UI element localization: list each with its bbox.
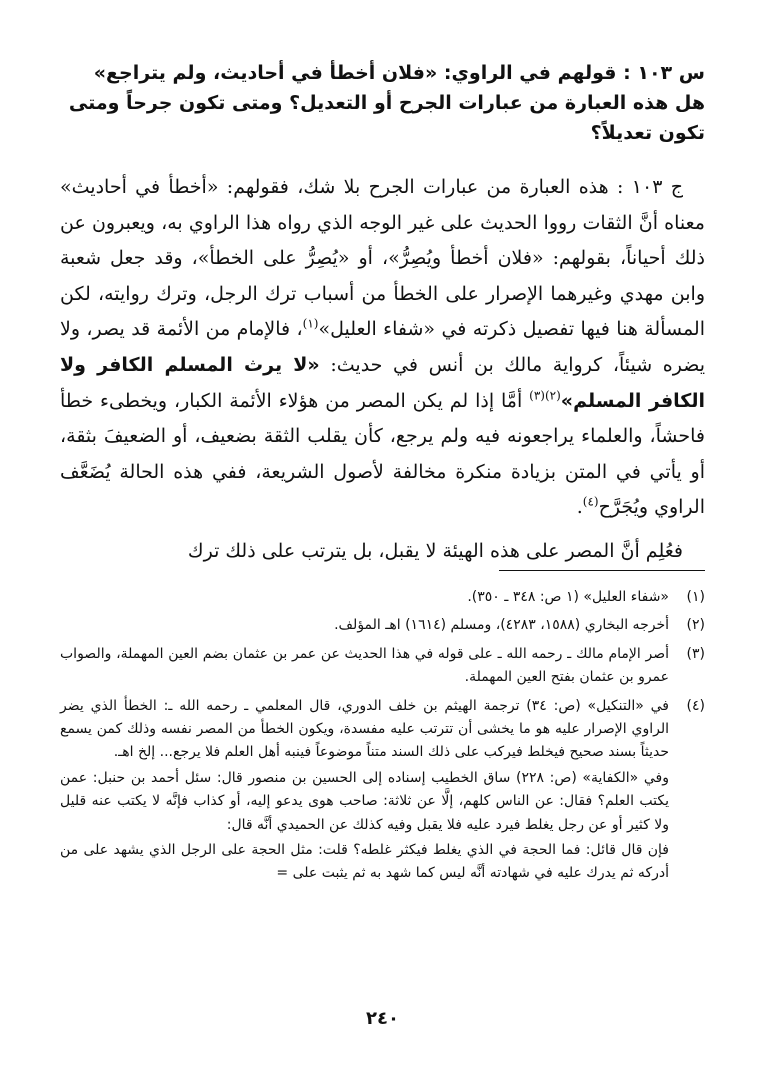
- footnote-number: (١): [686, 589, 705, 605]
- footnote-body: [60, 586, 669, 609]
- question-text: قولهم في الراوي: «فلان أخطأ في أحاديث، ولم يتراجع» هل هذه العبارة من عبارات الجرح أو التعديل؟ ومتى تكون جرحاً ومتى تكون تعديلاً؟: [68, 62, 705, 144]
- answer-paragraph-2: [60, 534, 705, 570]
- footnotes: [60, 586, 705, 891]
- footnote-line: أصر الإمام مالك ـ رحمه الله ـ على قوله في هذا الحديث عن عمر بن عثمان بضم العين المهملة، والصواب عمرو بن عثمان بفتح العين المهملة.: [60, 645, 669, 686]
- footnote-ref-1: (١): [302, 317, 319, 332]
- answer-text-part-3: أمَّا إذا لم يكن المصر من هؤلاء الأئمة الكبار، ويخطىء خطأ فاحشاً، والعلماء يراجعونه فيه ولم يرجع، كأن يقلب الثقة بضعيف، أو الضعيفَ بثقة، أو يأتي في المتن بزيادة منكرة مخالفة لأصول الشريعة، ففي هذه الحالة يُضَعَّف الراوي ويُجَرَّح: [60, 389, 705, 519]
- footnote-3: [60, 643, 705, 690]
- footnote-body: [60, 695, 669, 886]
- footnote-4: [60, 695, 705, 886]
- answer-text-part-2: ، فالإمام من الأئمة قد يصر، ولا يضره شيئاً، كرواية مالك بن أنس في حديث:: [60, 318, 705, 376]
- footnote-line: أخرجه البخاري (١٥٨٨، ٤٢٨٣)، ومسلم (١٦١٤) اهـ المؤلف.: [334, 617, 669, 634]
- footnote-separator: [499, 570, 705, 571]
- footnote-number: (٣): [686, 645, 705, 662]
- book-page: [60, 50, 705, 1050]
- footnote-line: فإن قال قائل: فما الحجة في الذي يغلط فيكثر غلطه؟ قلت: مثل الحجة على الرجل الذي يشهد على من أدركه ثم يدرك عليه في شهادته أنَّه ليس كما شهد به ثم يثبت على =: [60, 842, 669, 882]
- footnote-number: (٤): [686, 697, 705, 714]
- answer-text-part-1: هذه العبارة من عبارات الجرح بلا شك، فقولهم: «أخطأ في أحاديث» معناه أنَّ الثقات رووا الحديث على غير الوجه الذي رواه هذا الراوي به، ويعبرون عن ذلك أحياناً، بقولهم: «فلان أخطأ ويُصِرُّ»، أو «يُصِرُّ على الخطأ»، وقد جعل شعبة وابن مهدي وغيرهما الإصرار على الخطأ من أسباب ترك الرجل، وترك روايته، لكن المسألة هنا فيها تفصيل ذكرته في «شفاء العليل»: [60, 176, 706, 341]
- answer-block: [60, 170, 705, 570]
- footnote-line: «شفاء العليل» (١ ص: ٣٤٨ ـ ٣٥٠).: [467, 589, 669, 605]
- footnote-line: في «التنكيل» (ص: ٣٤) ترجمة الهيثم بن خلف الدوري، قال المعلمي ـ رحمه الله ـ: الخطأ الذي يضر الراوي الإصرار عليه هو ما يخشى أن تترتب عليه مفسدة، ويكون الخطأ من المصر نفسه وذلك كمن يسمع حديثاً بسند صحيح فيخلط فيركب على ذلك السند متناً موضوعاً فينبه أهل العلم فلا يرجع... إلخ اهـ.: [60, 697, 669, 761]
- footnote-ref-4: (٤): [582, 495, 599, 510]
- footnote-number: (٢): [686, 617, 705, 634]
- footnote-body: [60, 614, 669, 637]
- answer-text-end: .: [576, 496, 583, 519]
- page-number: ٢٤٠: [366, 1008, 399, 1029]
- footnote-line: وفي «الكفاية» (ص: ٢٢٨) ساق الخطيب إسناده إلى الحسين بن منصور قال: سئل أحمد بن حنبل: عمن يكتب العلم؟ فقال: عن الناس كلهم، إلَّا عن ثلاثة: صاحب هوى يدعو إليه، أو كذاب فإنَّه لا يكتب عنه قليل ولا كثير أو عن رجل يغلط فيرد عليه فلا يقبل وفيه كذلك عن الحميدي أنَّه قال:: [60, 769, 669, 833]
- question-block: [60, 58, 705, 148]
- answer-label: ج ١٠٣ :: [617, 176, 684, 198]
- hadith-quote: «لا يرث المسلم الكافر ولا الكافر المسلم»: [60, 353, 705, 412]
- answer-text-part-4: فعُلِم أنَّ المصر على هذه الهيئة لا يقبل، بل يترتب على ذلك ترك: [187, 539, 683, 562]
- question-label: س ١٠٣ :: [623, 62, 705, 84]
- footnote-2: [60, 614, 705, 637]
- footnote-body: [60, 643, 669, 690]
- footnote-ref-2-3: (٢)(٣): [529, 388, 561, 403]
- answer-paragraph-1: [60, 170, 705, 526]
- footnote-1: [60, 586, 705, 609]
